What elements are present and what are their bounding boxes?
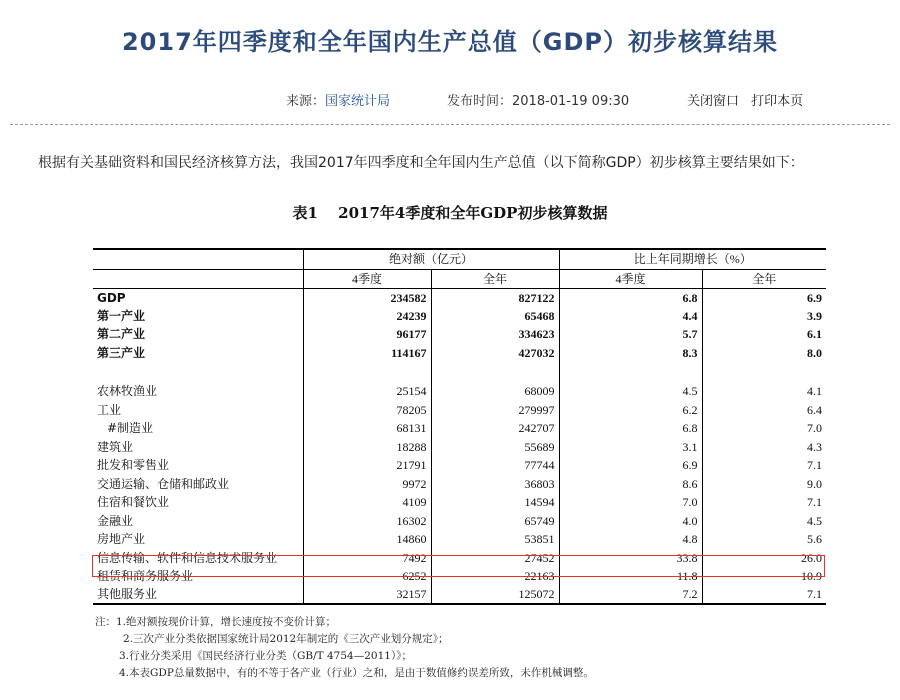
cell-year: 68009: [431, 382, 559, 401]
header-blank: [93, 249, 303, 269]
cell-year: 242707: [431, 419, 559, 438]
gdp-table: [93, 248, 826, 605]
cell-year: 14594: [431, 493, 559, 512]
table-row: [93, 567, 826, 586]
cell-q4: 114167: [303, 344, 431, 363]
page-title: 2017年四季度和全年国内生产总值（GDP）初步核算结果: [121, 28, 778, 56]
cell-growth-year: 3.9: [807, 308, 822, 323]
cell-growth-q4: 6.8: [559, 288, 702, 307]
cell-growth-year: 7.0: [807, 421, 822, 436]
cell-growth-year: 26.0: [801, 550, 822, 565]
subheader-growth-year: 全年: [702, 269, 826, 288]
table-row: [93, 438, 826, 457]
cell-growth-q4: 6.9: [559, 456, 702, 475]
cell-growth-year: 8.0: [807, 345, 822, 360]
table-body: [93, 288, 826, 604]
table-row: [93, 344, 826, 363]
table-row: [93, 475, 826, 494]
spacer-cell: [559, 362, 702, 382]
header-absolute: 绝对额（亿元）: [303, 249, 559, 269]
cell-year: 77744: [431, 456, 559, 475]
cell-name: GDP: [93, 288, 303, 307]
cell-growth-q4: 11.8: [559, 567, 702, 586]
cell-growth-year: 5.6: [807, 532, 822, 547]
cell-year: 55689: [431, 438, 559, 457]
cell-growth-year: 10.9: [801, 569, 822, 584]
note-4: 4.本表GDP总量数据中，有的不等于各产业（行业）之和，是由于数值修约误差所致，未作机械调整。: [119, 667, 594, 679]
source-link[interactable]: 国家统计局: [325, 94, 391, 109]
table-row: [93, 456, 826, 475]
cell-name: #制造业: [93, 419, 303, 438]
table-subheader-row: [93, 269, 826, 288]
subheader-blank: [93, 269, 303, 288]
cell-year: 334623: [431, 325, 559, 344]
table-row: [93, 382, 826, 401]
table-row: [93, 401, 826, 420]
cell-year: 427032: [431, 344, 559, 363]
subheader-growth-q4: 4季度: [559, 269, 702, 288]
table-row: [93, 307, 826, 326]
cell-year: 65749: [431, 512, 559, 531]
subheader-q4: 4季度: [303, 269, 431, 288]
cell-name: 第二产业: [93, 325, 303, 344]
cell-growth-q4: 6.2: [559, 401, 702, 420]
note-2: 2.三次产业分类依据国家统计局2012年制定的《三次产业划分规定》；: [123, 633, 449, 645]
cell-name: 住宿和餐饮业: [93, 493, 303, 512]
cell-q4: 25154: [303, 382, 431, 401]
cell-growth-year: 4.5: [807, 513, 822, 528]
cell-name: 第三产业: [93, 344, 303, 363]
note-1: 注：1.绝对额按现价计算，增长速度按不变价计算；: [95, 616, 337, 628]
cell-name: 交通运输、仓储和邮政业: [93, 475, 303, 494]
cell-growth-q4: 7.2: [559, 586, 702, 605]
cell-name: 农林牧渔业: [93, 382, 303, 401]
table-row: [93, 586, 826, 605]
cell-growth-q4: 4.5: [559, 382, 702, 401]
table-row: [93, 530, 826, 549]
cell-growth-year: 6.1: [807, 327, 822, 342]
table-row: [93, 512, 826, 531]
table-row: [93, 493, 826, 512]
cell-q4: 234582: [303, 288, 431, 307]
table-row: [93, 419, 826, 438]
cell-q4: 9972: [303, 475, 431, 494]
cell-year: 27452: [431, 549, 559, 568]
cell-q4: 6252: [303, 567, 431, 586]
table-row: [93, 288, 826, 307]
spacer-cell: [431, 362, 559, 382]
cell-growth-year: 7.1: [807, 458, 822, 473]
table-row: [93, 325, 826, 344]
cell-name: 第一产业: [93, 307, 303, 326]
source-label: 来源：: [286, 94, 326, 109]
cell-q4: 96177: [303, 325, 431, 344]
spacer-cell: [93, 362, 303, 382]
cell-q4: 14860: [303, 530, 431, 549]
cell-q4: 18288: [303, 438, 431, 457]
close-window-button[interactable]: 关闭窗口: [687, 94, 740, 109]
publish-time: 发布时间：2018-01-19 09:30: [447, 94, 630, 109]
cell-growth-year: 9.0: [807, 476, 822, 491]
header-growth: 比上年同期增长（%）: [559, 249, 826, 269]
table-caption: 表1 2017年4季度和全年GDP初步核算数据: [292, 204, 608, 222]
cell-growth-year: 7.1: [807, 495, 822, 510]
cell-name: 金融业: [93, 512, 303, 531]
cell-growth-year: 4.3: [807, 439, 822, 454]
article-actions: [687, 90, 803, 109]
cell-q4: 4109: [303, 493, 431, 512]
cell-year: 279997: [431, 401, 559, 420]
cell-name: 其他服务业: [93, 586, 303, 605]
cell-q4: 24239: [303, 307, 431, 326]
cell-name: 租赁和商务服务业: [93, 567, 303, 586]
cell-year: 65468: [431, 307, 559, 326]
source: [286, 90, 390, 109]
article-meta: [0, 90, 900, 110]
cell-growth-q4: 5.7: [559, 325, 702, 344]
divider: [10, 124, 890, 125]
cell-growth-year: 6.9: [807, 290, 822, 305]
cell-q4: 21791: [303, 456, 431, 475]
cell-name: 信息传输、软件和信息技术服务业: [93, 549, 303, 568]
subheader-year: 全年: [431, 269, 559, 288]
cell-growth-q4: 4.8: [559, 530, 702, 549]
cell-q4: 68131: [303, 419, 431, 438]
cell-year: 125072: [431, 586, 559, 605]
cell-year: 53851: [431, 530, 559, 549]
cell-growth-q4: 4.0: [559, 512, 702, 531]
spacer-cell: [303, 362, 431, 382]
cell-name: 工业: [93, 401, 303, 420]
cell-name: 房地产业: [93, 530, 303, 549]
cell-name: 批发和零售业: [93, 456, 303, 475]
table-header-row: [93, 249, 826, 269]
cell-growth-year: 7.1: [702, 586, 826, 605]
cell-growth-q4: 8.3: [559, 344, 702, 363]
cell-year: 36803: [431, 475, 559, 494]
cell-growth-q4: 7.0: [559, 493, 702, 512]
cell-growth-q4: 6.8: [559, 419, 702, 438]
cell-growth-q4: 8.6: [559, 475, 702, 494]
table-spacer-row: [93, 362, 826, 382]
table-row: [93, 549, 826, 568]
print-page-button[interactable]: 打印本页: [751, 94, 804, 109]
cell-q4: 32157: [303, 586, 431, 605]
cell-growth-year: 6.4: [807, 402, 822, 417]
cell-q4: 7492: [303, 549, 431, 568]
cell-name: 建筑业: [93, 438, 303, 457]
cell-growth-q4: 4.4: [559, 307, 702, 326]
note-3: 3.行业分类采用《国民经济行业分类（GB/T 4754—2011）》；: [119, 650, 412, 662]
intro-paragraph: 根据有关基础资料和国民经济核算方法，我国2017年四季度和全年国内生产总值（以下简称GDP）初步核算主要结果如下：: [38, 155, 804, 171]
spacer-cell: [702, 362, 826, 382]
cell-q4: 78205: [303, 401, 431, 420]
cell-q4: 16302: [303, 512, 431, 531]
cell-growth-q4: 33.8: [559, 549, 702, 568]
cell-growth-year: 4.1: [807, 384, 822, 399]
cell-growth-q4: 3.1: [559, 438, 702, 457]
cell-year: 22163: [431, 567, 559, 586]
cell-year: 827122: [431, 288, 559, 307]
table-notes: [95, 614, 815, 682]
